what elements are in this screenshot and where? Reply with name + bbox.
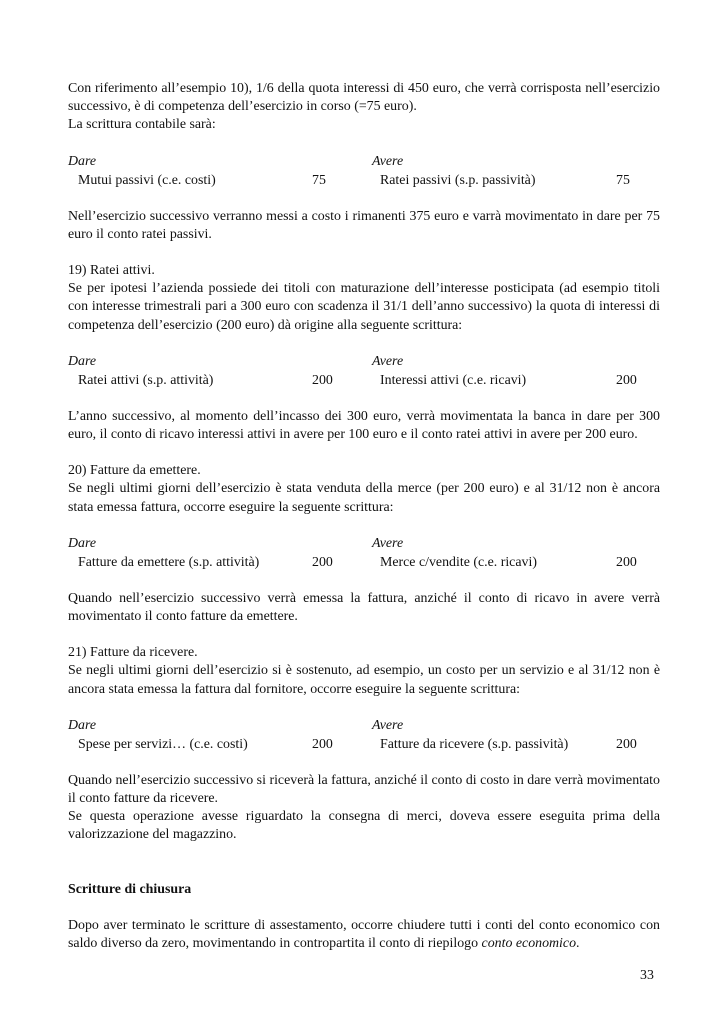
- section-body-21: Se negli ultimi giorni dell’esercizio si è sostenuto, ad esempio, un costo per un servizio e al 31/12 non è ancora stata emessa la fattura dal fornitore, occorre eseguire la seguente scrittura:: [68, 663, 660, 697]
- debit-account: Mutui passivi (c.e. costi): [78, 172, 216, 188]
- debit-amount: 200: [312, 554, 333, 570]
- debit-amount: 75: [312, 172, 326, 188]
- avere-label: Avere: [372, 535, 404, 551]
- debit-account: Spese per servizi… (c.e. costi): [78, 736, 248, 752]
- closing-paragraph: [68, 917, 660, 953]
- paragraph-fattura-ricevuta: Quando nell’esercizio successivo si riceverà la fattura, anziché il conto di costo in dare verrà movimentato il conto fatture da ricevere.: [68, 772, 660, 807]
- closing-period: .: [576, 936, 580, 952]
- journal-entry-4: [68, 717, 660, 754]
- paragraph-ratei-passivi: Nell’esercizio successivo verranno messi a costo i rimanenti 375 euro e varrà movimentato in dare per 75 euro il conto ratei passivi.: [68, 208, 660, 242]
- debit-account: Ratei attivi (s.p. attività): [78, 372, 214, 388]
- credit-amount: 200: [616, 554, 637, 570]
- avere-label: Avere: [372, 353, 404, 369]
- page-number: 33: [640, 968, 654, 983]
- section-title-21: 21) Fatture da ricevere.: [68, 645, 198, 661]
- credit-account: Merce c/vendite (c.e. ricavi): [380, 554, 537, 570]
- closing-text: Dopo aver terminato le scritture di assestamento, occorre chiudere tutti i conti del conto economico con saldo diverso da zero, movimentando in contropartita il conto di riepilogo: [68, 917, 660, 952]
- credit-amount: 200: [616, 736, 637, 752]
- paragraph-intro: Con riferimento all’esempio 10), 1/6 della quota interessi di 450 euro, che verrà corrisposta nell’esercizio successivo, è di competenza dell’esercizio in corso (=75 euro).: [68, 81, 660, 115]
- document-page: [68, 80, 660, 953]
- closing-emphasis: conto economico: [481, 936, 577, 952]
- paragraph-fattura-emessa: Quando nell’esercizio successivo verrà emessa la fattura, anziché il conto di ricavo in avere verrà movimentato il conto fatture da emettere.: [68, 590, 660, 625]
- avere-label: Avere: [372, 153, 404, 169]
- credit-account: Fatture da ricevere (s.p. passività): [380, 736, 569, 752]
- credit-account: Ratei passivi (s.p. passività): [380, 172, 536, 188]
- section-body-20: Se negli ultimi giorni dell’esercizio è stata venduta della merce (per 200 euro) e al 31/12 non è ancora stata emessa fattura, occorre eseguire la seguente scrittura:: [68, 481, 660, 515]
- section-title-20: 20) Fatture da emettere.: [68, 463, 201, 479]
- journal-entry-2: [68, 353, 660, 390]
- journal-entry-3: [68, 535, 660, 572]
- dare-label: Dare: [68, 535, 97, 551]
- journal-entry-1: [68, 153, 660, 190]
- dare-label: Dare: [68, 153, 97, 169]
- avere-label: Avere: [372, 717, 404, 733]
- credit-account: Interessi attivi (c.e. ricavi): [380, 372, 527, 388]
- dare-label: Dare: [68, 717, 97, 733]
- paragraph-merci: Se questa operazione avesse riguardato la consegna di merci, doveva essere eseguita prima della valorizzazione del magazzino.: [68, 809, 660, 843]
- credit-amount: 75: [616, 172, 630, 188]
- credit-amount: 200: [616, 372, 637, 388]
- debit-account: Fatture da emettere (s.p. attività): [78, 554, 260, 570]
- section-title-19: 19) Ratei attivi.: [68, 263, 155, 279]
- debit-amount: 200: [312, 736, 333, 752]
- closing-heading: Scritture di chiusura: [68, 881, 192, 897]
- section-body-19: Se per ipotesi l’azienda possiede dei titoli con maturazione dell’interesse posticipata (ad esempio titoli con interesse trimestrali pari a 300 euro con scadenza il 31/1 dell’anno successivo) la quota di interessi di competenza dell’esercizio (200 euro) dà origine alla seguente scrittura:: [68, 281, 660, 333]
- dare-label: Dare: [68, 353, 97, 369]
- paragraph-anno-successivo: L’anno successivo, al momento dell’incasso dei 300 euro, verrà movimentata la banca in dare per 300 euro, il conto di ricavo interessi attivi in avere per 100 euro e il conto ratei attivi in avere per 200 euro.: [68, 408, 660, 443]
- debit-amount: 200: [312, 372, 333, 388]
- paragraph-intro-cont: La scrittura contabile sarà:: [68, 117, 216, 133]
